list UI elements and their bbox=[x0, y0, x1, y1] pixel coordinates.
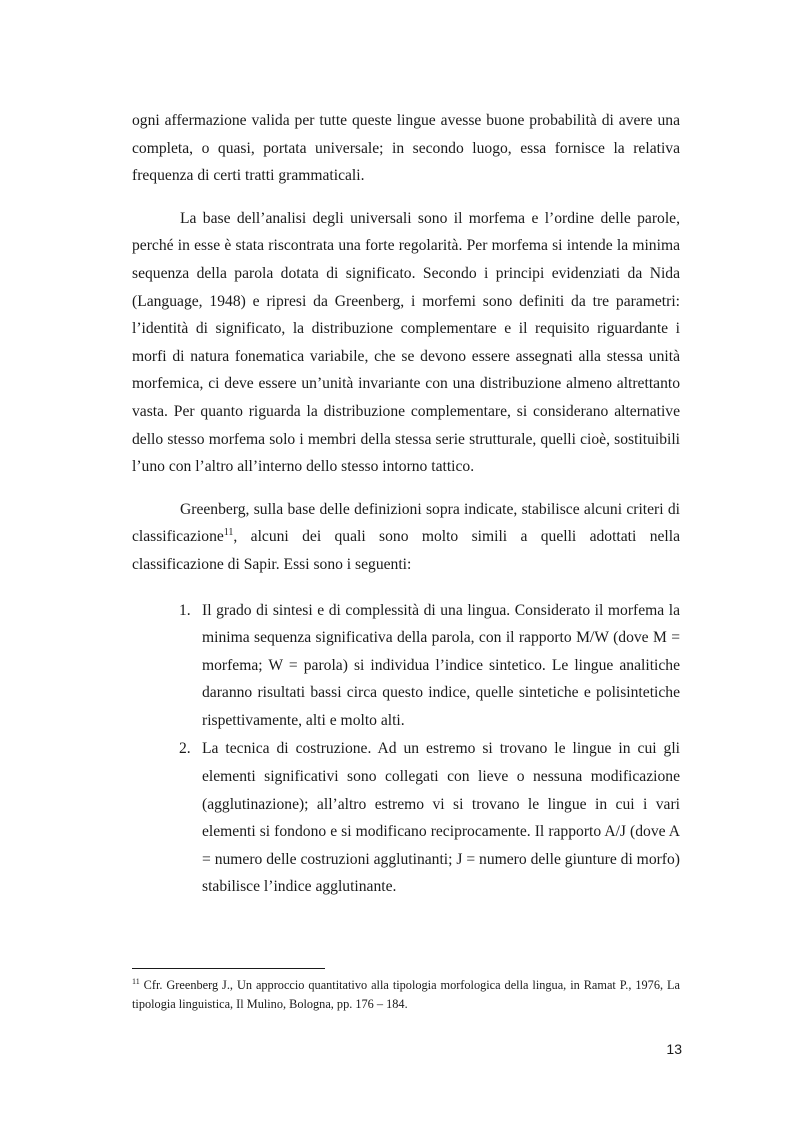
list-item bbox=[132, 735, 680, 901]
paragraph-2: La base dell’analisi degli universali sono il morfema e l’ordine delle parole, perché in esse è stata riscontrata una forte regolarità. Per morfema si intende la minima sequenza della parola dotata di significato. Secondo i principi evidenziati da Nida (Language, 1948) e ripresi da Greenberg, i morfemi sono definiti da tre parametri: l’identità di significato, la distribuzione complementare e il requisito riguardante i morfi di natura fonematica variabile, che se devono essere assegnati alla stessa unità morfemica, ci deve essere un’unità invariante con una distribuzione almeno altrettanto vasta. Per quanto riguarda la distribuzione complementare, si considerano alternative dello stesso morfema solo i membri della stessa serie strutturale, quelli cioè, sostituibili l’uno con l’altro all’interno dello stesso intorno tattico. bbox=[132, 209, 680, 476]
criteria-list bbox=[132, 597, 680, 902]
footnote bbox=[132, 976, 680, 1014]
footnote-text: Cfr. Greenberg J., Un approccio quantitativo alla tipologia morfologica della lingua, in Ramat P., 1976, La tipologia linguistica, Il Mulino, Bologna, pp. 176 – 184. bbox=[132, 978, 680, 1011]
list-item-text: La tecnica di costruzione. Ad un estremo si trovano le lingue in cui gli elementi significativi sono collegati con lieve o nessuna modificazione (agglutinazione); all’altro estremo vi si trovano le lingue in cui i vari elementi si fondono e si modificano reciprocamente. Il rapporto A/J (dove A = numero delle costruzioni agglutinanti; J = numero delle giunture di morfo) stabilisce l’indice agglutinante. bbox=[202, 740, 680, 896]
list-item-number: 2. bbox=[179, 740, 191, 758]
list-item-number: 1. bbox=[179, 601, 191, 619]
page-body bbox=[132, 107, 680, 902]
paragraph-3 bbox=[132, 496, 680, 579]
footnote-reference[interactable]: 11 bbox=[223, 527, 234, 539]
list-item bbox=[132, 597, 680, 735]
footnote-separator bbox=[132, 968, 325, 969]
page-number: 13 bbox=[666, 1041, 682, 1057]
footnote-mark: 11 bbox=[132, 977, 140, 986]
paragraph-3-text-b: , alcuni dei quali sono molto simili a quelli adottati nella classificazione di Sapir. Essi sono i seguenti: bbox=[132, 528, 680, 573]
paragraph-1: ogni affermazione valida per tutte queste lingue avesse buone probabilità di avere una completa, o quasi, portata universale; in secondo luogo, essa fornisce la relativa frequenza di certi tratti grammaticali. bbox=[132, 112, 680, 185]
list-item-text: Il grado di sintesi e di complessità di una lingua. Considerato il morfema la minima sequenza significativa della parola, con il rapporto M/W (dove M = morfema; W = parola) si individua l’indice sintetico. Le lingue analitiche daranno risultati bassi circa questo indice, quelle sintetiche e polisintetiche rispettivamente, alti e molto alti. bbox=[202, 601, 680, 729]
paragraph-3-text-a: Greenberg, sulla base delle definizioni sopra indicate, stabilisce alcuni criteri di classificazione bbox=[132, 500, 680, 546]
